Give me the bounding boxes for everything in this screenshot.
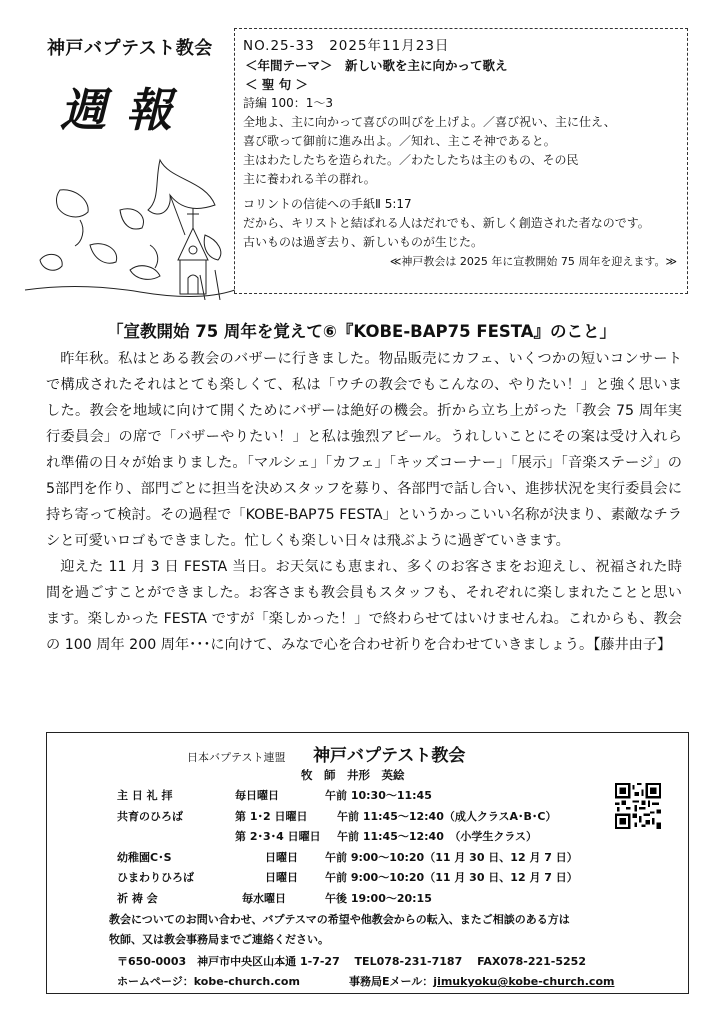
bulletin-title: 週報	[60, 83, 192, 137]
church-name: 神戸バプテスト教会	[47, 38, 213, 59]
church-address: 〒650-0003 神戸市中央区山本通 1-7-27 TEL078-231-7187 FAX078-221-5252	[117, 955, 586, 968]
psalm-line: 主はわたしたちを造られた。／わたしたちは主のもの、その民	[243, 153, 579, 167]
schedule-time: 午前 11:45～12:40 （小学生クラス）	[337, 830, 538, 843]
pastor-name: 牧 師 井形 英絵	[301, 768, 405, 782]
corinthians-line: だから、キリストと結ばれる人はだれでも、新しく創造された者なのです。	[243, 216, 650, 230]
schedule-name: 共育のひろば	[117, 810, 183, 823]
schedule-name: 幼稚園C･S	[117, 851, 172, 864]
annual-theme: ＜年間テーマ＞ 新しい歌を主に向かって歌え	[245, 58, 508, 73]
union-name: 日本バプテスト連盟	[187, 751, 286, 764]
corinthians-line: 古いものは過ぎ去り、新しいものが生じた。	[243, 235, 484, 249]
schedule-time: 午前 9:00～10:20（11 月 30 日、12 月 7 日）	[325, 851, 578, 864]
schedule-day: 第 1･2 日曜日	[235, 810, 308, 823]
article-paragraph: 迎えた 11 月 3 日 FESTA 当日。お天気にも恵まれ、多くのお客さまをお迎えし、祝福された時間を過ごすことができました。お客さまも教会員もスタッフも、それぞれに楽しまれたことと思います。楽しかった FESTA ですが「楽しかった！」で終わらせてはいけませんね。これからも、教会の 100 周年 200 周年･･･に向けて、みなで心を合わせ祈りを合わせていきましょう。【藤井由子】	[46, 559, 682, 653]
anniversary-note: ≪神戸教会は 2025 年に宣教開始 75 周年を迎えます。≫	[389, 255, 677, 268]
article-paragraph: 昨年秋。私はとある教会のバザーに行きました。物品販売にカフェ、いくつかの短いコンサートで構成されたそれはとても楽しくて、私は「ウチの教会でもこんなの、やりたい！」と強く思いました。教会を地域に向けて開くためにバザーは絶好の機会。折から立ち上がった「教会 75 周年実行委員会」の席で「バザーやりたい！」と私は強烈アピール。うれしいことにその案は受け入れられ準備の日々が始まりました。「マルシェ」「カフェ」「キッズコーナー」「展示」「音楽ステージ」の5部門を作り、部門ごとに担当を決めスタッフを募り、各部門で話し合い、進捗状況を実行委員会に持ち寄って検討。その過程で「KOBE-BAP75 FESTA」というかっこいい名称が決まり、素敵なチラシと可愛いロゴもできました。忙しくも楽しい日々は飛ぶように過ぎていきます。	[46, 351, 682, 549]
schedule-day: 第 2･3･4 日曜日	[235, 830, 321, 843]
homepage-link[interactable]: ホームページ：kobe-church.com	[117, 975, 300, 988]
scripture-box	[234, 28, 688, 294]
schedule-day: 毎日曜日	[235, 789, 279, 802]
schedule-time: 午前 9:00～10:20（11 月 30 日、12 月 7 日）	[325, 871, 578, 884]
schedule-day: 毎水曜日	[242, 892, 286, 905]
schedule-name: ひまわりひろば	[117, 871, 194, 884]
schedule-name: 主 日 礼 拝	[117, 789, 173, 802]
schedule-day: 日曜日	[265, 871, 298, 884]
psalm-line: 全地よ、主に向かって喜びの叫びを上げよ。／喜び祝い、主に仕え、	[243, 115, 616, 129]
schedule-time: 午前 11:45～12:40（成人クラスA･B･C）	[337, 810, 557, 823]
psalm-reference: 詩編 100：1～3	[243, 96, 333, 110]
corinthians-reference: コリントの信徒への手紙Ⅱ 5:17	[243, 197, 412, 211]
psalm-line: 喜び歌って御前に進み出よ。／知れ、主こそ神であると。	[243, 134, 556, 148]
schedule-time: 午前 10:30～11:45	[325, 789, 432, 802]
contact-text: 教会についてのお問い合わせ、バプテスマの希望や他教会からの転入、またご相談のある方は	[109, 913, 570, 926]
contact-text: 牧師、又は教会事務局までご連絡ください。	[109, 933, 329, 946]
qr-code[interactable]	[615, 783, 661, 829]
schedule-day: 日曜日	[265, 851, 298, 864]
email-label: 事務局Eメール：	[349, 975, 434, 988]
footer-church-name: 神戸バプテスト教会	[313, 746, 466, 766]
email-link[interactable]: jimukyoku@kobe-church.com	[433, 975, 615, 988]
psalm-line: 主に養われる羊の群れ。	[243, 172, 376, 186]
article-headline: 「宣教開始 75 周年を覚えて⑥『KOBE-BAP75 FESTA』のこと」	[106, 322, 616, 341]
schedule-time: 午後 19:00～20:15	[325, 892, 432, 905]
church-info-footer	[46, 732, 689, 994]
article-body	[46, 346, 682, 658]
ginkgo-chapel-illustration	[20, 150, 235, 300]
schedule-name: 祈 祷 会	[117, 892, 158, 905]
scripture-heading: ＜ 聖 句 ＞	[245, 77, 309, 92]
issue-number-date: NO.25-33 2025年11月23日	[243, 38, 450, 54]
